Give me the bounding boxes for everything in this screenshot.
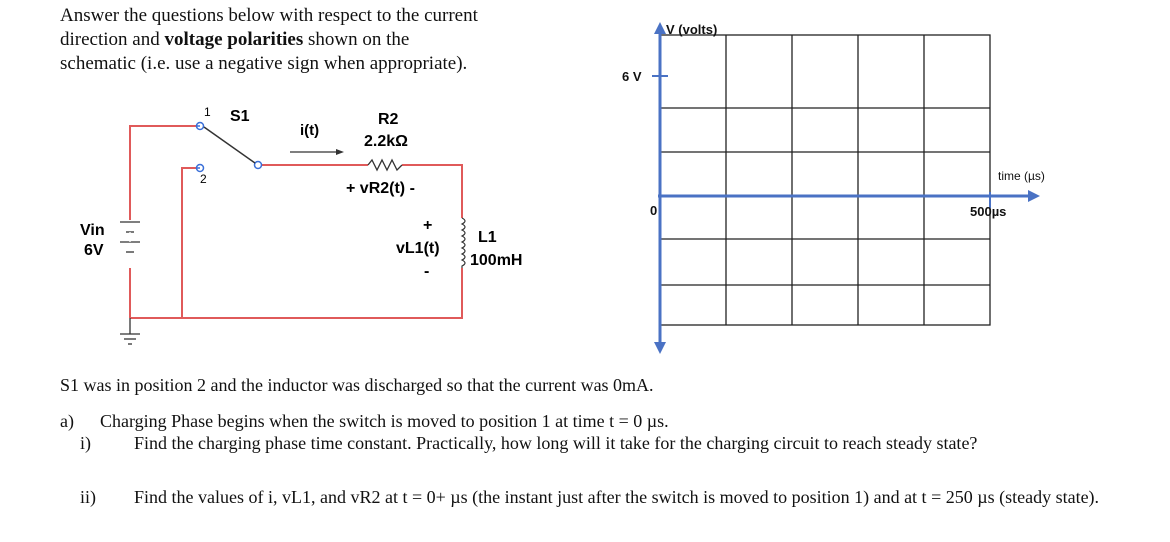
inductor-plus: +	[423, 217, 433, 234]
y-tick-label: 6 V	[622, 69, 642, 84]
source-value: 6V	[84, 242, 104, 259]
inductor-minus: -	[424, 263, 430, 280]
question-a-label: a)	[60, 411, 74, 431]
switch-s1	[196, 123, 262, 172]
question-a-text: Charging Phase begins when the switch is moved to position 1 at time t = 0 µs.	[100, 411, 669, 431]
x-tick-label: 500µs	[970, 204, 1007, 219]
switch-pos2-label: 2	[200, 172, 207, 186]
x-axis-arrow	[1028, 190, 1040, 202]
inductor-symbol	[462, 218, 465, 268]
resistor-symbol	[368, 160, 402, 170]
current-arrow-head	[336, 149, 344, 155]
voltage-time-graph	[600, 10, 1070, 355]
intro-line-3: schematic (i.e. use a negative sign when appropriate).	[60, 53, 468, 74]
intro-line-2-end: shown on the	[303, 29, 410, 50]
wire-pos2	[182, 168, 196, 318]
question-i-text: Find the charging phase time constant. Practically, how long will it take for the charging circuit to reach steady state?	[134, 433, 978, 453]
resistor-voltage-label: + vR2(t) -	[346, 180, 415, 197]
y-axis-label: V (volts)	[666, 22, 718, 37]
inductor-voltage-label: vL1(t)	[396, 240, 440, 257]
switch-arm	[204, 127, 255, 163]
circuit-schematic	[0, 90, 560, 360]
intro-paragraph	[60, 4, 580, 76]
switch-common-terminal	[255, 162, 262, 169]
circuit-wires	[130, 126, 462, 318]
battery-symbol	[120, 222, 140, 252]
x-axis-label: time (µs)	[998, 169, 1045, 183]
intro-bold-text: voltage polarities	[164, 29, 304, 50]
inductor-name: L1	[478, 229, 497, 246]
question-ii-label: ii)	[80, 487, 96, 507]
graph-axes	[658, 32, 1030, 344]
switch-label: S1	[230, 108, 250, 125]
switch-pos1-label: 1	[204, 105, 211, 119]
question-ii-text: Find the values of i, vL1, and vR2 at t = 0+ µs (the instant just after the switch is moved to position 1) and at t = 250 µs (steady state).	[134, 487, 1100, 507]
graph-frame	[660, 35, 990, 325]
y-axis-arrow-down	[654, 342, 666, 354]
intro-line-1: Answer the questions below with respect to the current	[60, 5, 478, 26]
intro-line-2	[60, 28, 580, 52]
wire-top-left	[130, 126, 196, 220]
wire-bottom	[130, 268, 462, 318]
current-label: i(t)	[300, 122, 320, 139]
graph-grid	[660, 35, 990, 325]
question-i-label: i)	[80, 433, 91, 453]
intro-line-2-start: direction and	[60, 29, 165, 50]
initial-condition-text: S1 was in position 2 and the inductor was discharged so that the current was 0mA.	[60, 375, 654, 395]
ground-symbol	[120, 318, 140, 344]
resistor-value: 2.2kΩ	[364, 133, 408, 150]
y-axis-arrow-up	[654, 22, 666, 34]
source-name: Vin	[80, 222, 105, 239]
resistor-name: R2	[378, 111, 399, 128]
inductor-value: 100mH	[470, 252, 523, 269]
origin-label: 0	[650, 203, 658, 218]
